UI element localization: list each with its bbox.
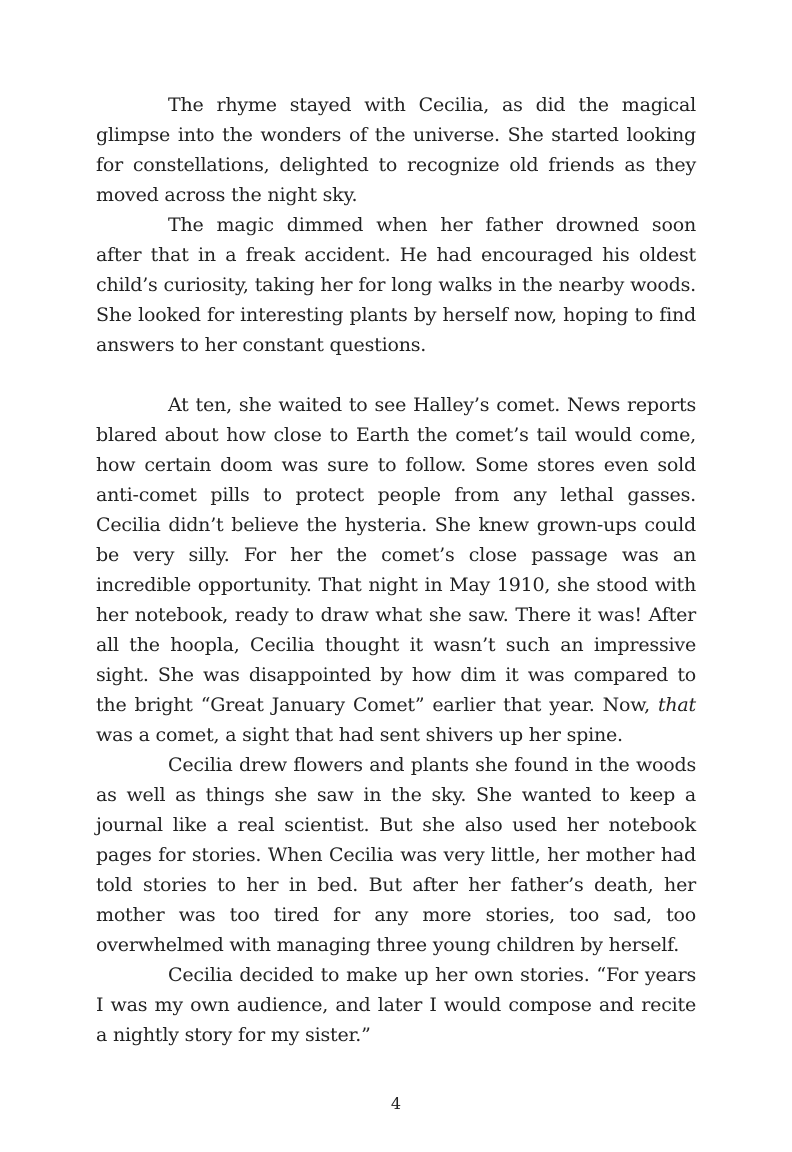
- comet-text-part-1: At ten, she waited to see Halley’s comet. News reports blared about how close to Earth the comet’s tail would come, how certain doom was sure to follow. Some stores even sold anti-comet pills to protect people from any lethal gasses. Cecilia didn’t believe the hysteria. She knew grown-ups could be very silly. For her the comet’s close passage was an incredible opportunity. That night in May 1910, she stood with her notebook, ready to draw what she saw. There it was! After all the hoopla, Cecilia thought it wasn’t such an impressive sight. She was disappointed by how dim it was compared to the bright “Great January Comet” earlier that year. Now,: [96, 394, 696, 716]
- paragraph-halleys-comet: [96, 390, 696, 750]
- page-number: 4: [390, 1094, 402, 1113]
- section-break: [96, 360, 696, 390]
- page-body: [96, 90, 696, 1050]
- paragraph-journal: Cecilia drew flowers and plants she found in the woods as well as things she saw in the sky. She wanted to keep a journal like a real scientist. But she also used her notebook pages for stories. When Cecilia was very little, her mother had told stories to her in bed. But after her father’s death, her mother was too tired for any more stories, too sad, too overwhelmed with managing three young children by herself.: [96, 754, 696, 956]
- paragraph-rhyme: The rhyme stayed with Cecilia, as did the magical glimpse into the wonders of the universe. She started looking for constellations, delighted to recognize old friends as they moved across the night sky.: [96, 94, 696, 206]
- paragraph-father: The magic dimmed when her father drowned soon after that in a freak accident. He had encouraged his oldest child’s curiosity, taking her for long walks in the nearby woods. She looked for interesting plants by herself now, hoping to find answers to her constant questions.: [96, 214, 696, 356]
- paragraph-stories: Cecilia decided to make up her own stories. “For years I was my own audience, and later I would compose and recite a nightly story for my sister.”: [96, 964, 696, 1046]
- comet-text-part-2: was a comet, a sight that had sent shivers up her spine.: [96, 724, 623, 746]
- emphasis-that: that: [657, 694, 696, 716]
